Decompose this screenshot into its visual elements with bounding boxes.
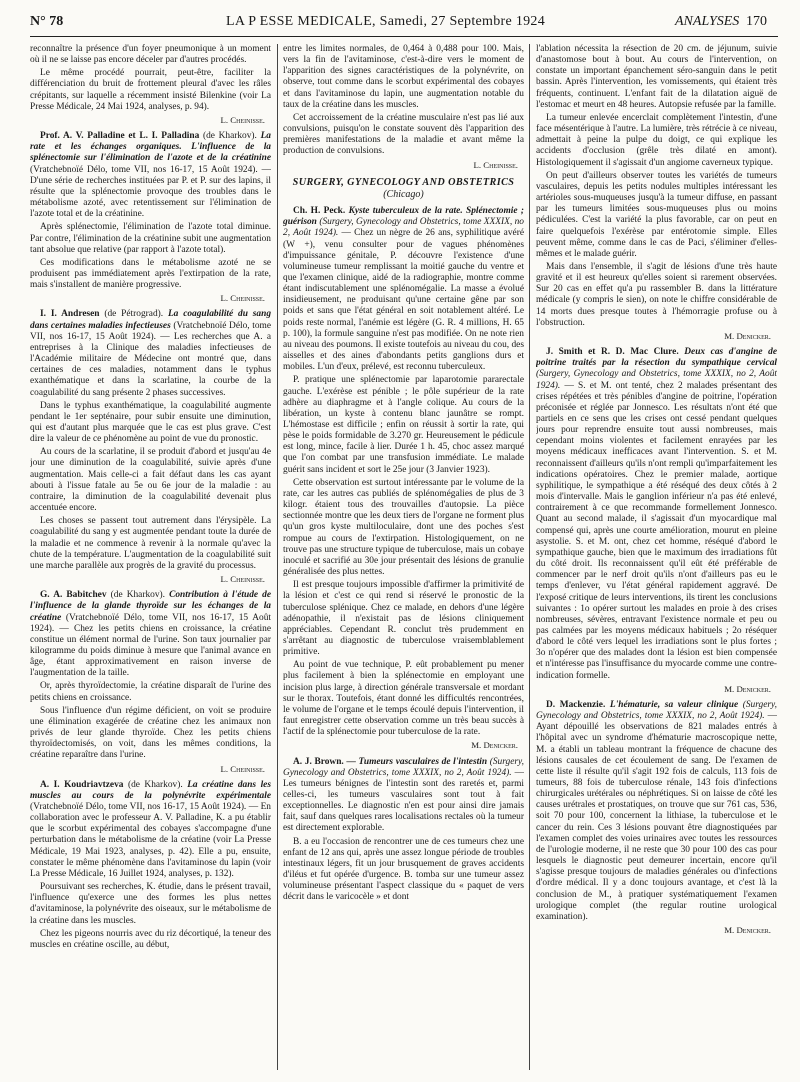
- paragraph: Au point de vue technique, P. eût probablement pu mener plus facilement à bien la splénectomie en employant une incision plus large, à direction générale transversale et mordant sur le thorax. Toutefois, étant donné les difficultés rencontrées, le volume de l'organe et le temps écoulé depuis l'intervention, il faut enregistrer cette observation comme un très beau succès à l'actif de la splénectomie pour tuberculose de la rate.: [283, 660, 524, 738]
- abstract-source: (Surgery, Gynecology and Obstetrics, tome XXXIX, no 2, Août 1924).: [283, 217, 524, 239]
- column-1: [30, 44, 271, 1074]
- paragraph: Le même procédé pourrait, peut-être, faciliter la différenciation du bruit de frottement pleural d'avec les râles crépitants, sur laquelle a récemment insisté Bilenkine (voir La Presse Médicale, 24 Mai 1924, analyses, p. 94).: [30, 68, 271, 112]
- abstract-title: Contribution à l'étude de l'influence de la glande thyroïde sur les échanges de la créatine: [30, 590, 271, 623]
- column-rule: [529, 44, 530, 1070]
- abstract-text: — Les recherches que A. a entreprises à la Clinique des maladies infectieuses de l'Académie militaire de Médecine ont montré que, dans certaines de ces maladies, notamment dans le typhus exanthématique et dans la scarlatine, la courbe de la coagulabilité du sang présente 2 phases successives.: [30, 331, 271, 398]
- paragraph: Cet accroissement de la créatine musculaire n'est pas lié aux convulsions, puisqu'on le constate souvent dès l'apparition des premières manifestations de la maladie et avant même la production de convulsions.: [283, 112, 524, 157]
- abstract-source: (Vratchebnoïé Délo, tome VII, nos 16-17, 15 Août 1924).: [30, 320, 271, 342]
- page-number: 170: [746, 14, 767, 29]
- abstract-lead: [30, 131, 271, 220]
- abstract-author: Prof. A. V. Palladine et L. I. Palladina: [40, 131, 200, 142]
- abstract-author: J. Smith et R. D. Mac Clure.: [546, 347, 679, 358]
- abstract-source: (Surgery, Gynecology and Obstetrics, tome XXXIX, no 2, Août 1924).: [536, 369, 777, 391]
- abstract-source: (Surgery, Gynecology and Obstetrics, tome XXXIX, no 2, Août 1924).: [283, 756, 524, 778]
- abstract-lead: [30, 780, 271, 880]
- section-heading: SURGERY, GYNECOLOGY AND OBSTETRICS: [292, 176, 515, 188]
- column-rule: [277, 44, 278, 1070]
- abstract-source: (Vratchebnoïé Délo, tome VII, nos 16-17, 15 Août 1924).: [30, 802, 247, 812]
- abstract-text: — En collaboration avec le professeur A. V. Palladine, K. a pu établir que le scorbut expérimental des cobayes s'accompagne d'une perturbation dans le métabolisme de la créatine (voir La Presse Médicale, 19 Mai 1923, analyses, p. 42). Elle a pu, ensuite, constater le même phénomène dans l'avitaminose du lapin (voir La Presse Médicale, 16 Juillet 1924, analyses, p. 132).: [30, 802, 271, 879]
- abstract-lead: [283, 757, 524, 835]
- abstract-location: (de Kharkov).: [110, 590, 165, 601]
- signature: M. Denicker.: [724, 330, 771, 341]
- abstract-lead: [30, 590, 271, 679]
- abstract-lead: [536, 700, 777, 923]
- paragraph: Or, après thyroïdectomie, la créatine disparaît de l'urine des petits chiens en croissance.: [30, 681, 271, 703]
- abstract-text: — Chez les petits chiens en croissance, la créatine constitue un élément normal de l'urine. Son taux journalier par kilogramme du poids diminue à mesure que l'animal avance en âge, étant approximativement en raison inverse de l'augmentation de la taille.: [30, 623, 271, 679]
- abstract-title: La rate et les échanges organiques. L'influence de la splénectomie sur l'élimination de l'azote et de la créatinine: [30, 131, 271, 164]
- section-city: (Chicago): [383, 188, 424, 200]
- abstract-source: (Surgery, Gynecology and Obstetrics, tome XXXIX, no 2, Août 1924).: [536, 699, 777, 722]
- signature: L. Cheinisse.: [220, 114, 265, 125]
- page-header: [30, 12, 778, 34]
- abstract-author: A. I. Koudriavtzeva: [40, 779, 124, 790]
- abstract-title: La créatine dans les muscles au cours de la polynévrite expérimentale: [30, 779, 271, 801]
- paragraph: l'ablation nécessita la résection de 20 cm. de jéjunum, suivie d'anastomose bout à bout. Au cours de l'intervention, on constate un important épanchement séro-sanguin dans le petit bassin. Après l'intervention, les vomissements, qui étaient très fréquents, continuent. L'enfant fait de la dilatation aiguë de l'estomac et meurt en 48 heures. Autopsie refusée par la famille.: [536, 44, 777, 110]
- abstract-author: Ch. H. Peck.: [293, 206, 346, 217]
- paragraph: Les choses se passent tout autrement dans l'érysipèle. La coagulabilité du sang y est augmentée pendant toute la durée de la maladie et ne commence à revenir à la normale qu'avec la chute de la température. L'augmentation de la coagulabilité suit une marche parallèle aux progrès de la gravité du processus.: [30, 516, 271, 571]
- signature: M. Denicker.: [724, 925, 771, 936]
- signature: L. Cheinisse.: [220, 293, 265, 304]
- abstract-author: I. I. Andresen: [40, 309, 100, 320]
- abstract-text: — Les tumeurs bénignes de l'intestin sont des raretés et, parmi celles-ci, les tumeurs vasculaires sont tout à fait exceptionnelles. Le diagnostic n'en est pour ainsi dire jamais fait, sauf dans quelques rares localisations rectales où la tumeur est directement explorable.: [283, 767, 524, 834]
- abstract-title: L'hématurie, sa valeur clinique: [609, 699, 739, 710]
- paragraph: Au cours de la scarlatine, il se produit d'abord et jusqu'au 4e jour une diminution de la coagulabilité, suivie après d'une augmentation. Mais celle-ci a fait défaut dans les cas ayant abouti à l'issue fatale au 5e ou 6e jour de la maladie : au contraire, la diminution de la coagulabilité devenait plus accentuée encore.: [30, 447, 271, 514]
- abstract-text: — S. et M. ont tenté, chez 2 malades présentant des crises répétées et très pénibles d'angine de poitrine, l'opération préconisée et réglée par Jonnesco. Les résultats n'ont été que partiels en ce sens que les crises ont cessé pendant quelques jours pour reprendre ensuite tout aussi nombreuses, mais cependant moins violentes et facilement enrayées par les moyens médicaux inefficaces avant l'intervention. S. et M. reconnaissent d'ailleurs qu'ils n'ont rempli qu'imparfaitement les indications opératoires. Chez le premier malade, aortique syphilitique, le sympathique a été réséqué des deux côtés à 2 mois d'intervalle. Mais le ganglion inférieur n'a pas été enlevé, contrairement à ce que recommande formellement Jonnesco. Quant au second malade, il s'agissait d'un myocardique mal compensé qui, après une courte amélioration, mourut en pleine asystolie. S. et M. ont, chez cet homme, réséqué d'abord le sympathique gauche, bien que le maximum des irradiations fût du côté droit. Ils reconnaissent qu'il eût été préférable de commencer par le nerf droit qu'ils n'ont d'ailleurs pas eu le temps d'enlever, vu l'état général rapidement aggravé. De l'exposé critique de leurs interventions, ils tirent les conclusions suivantes : 1o opérer surtout les malades en proie à des crises nombreuses, sévères, entravant l'existence normale et peu ou pas calmées par les moyens médicaux habituels ; 2o réséquer d'abord le côté vers lequel les irradiations sont le plus fortes ; 3o n'opérer que des malades dont la lésion est bien compensée et n'intéresse pas l'insuffisance du myocarde comme une contre-indication formelle.: [536, 380, 777, 681]
- signature: M. Denicker.: [471, 740, 518, 751]
- abstract-lead: [283, 206, 524, 373]
- abstract-title: — Tumeurs vasculaires de l'intestin: [346, 756, 488, 767]
- abstract-author: G. A. Babitchev: [40, 590, 107, 601]
- abstract-lead: [30, 309, 271, 398]
- abstract-text: — Ayant dépouillé les observations de 821 malades entrés à l'hôpital avec un syndrome d'hématurie macroscopique nette, M. a établi un tableau montrant la fréquence de chacune des lésions causales de cet écoulement de sang. De l'examen de cette liste il résulte qu'il s'agit 192 fois de calculs, 113 fois de tumeurs, 88 fois de tuberculose rénale, 143 fois d'infections chirurgicales urétérales ou néphrétiques. Si on laisse de côté les causes urétrales et prostatiques, on trouve que sur 761 cas, 536, soit 70 pour 100, concernent la lithiase, la tuberculose et le cancer du rein. Ces 3 lésions pouvant être diagnostiquées par l'examen complet des voies urinaires avec toutes les ressources de l'urologie moderne, il ne reste que 30 pour 100 des cas pour lesquels le diagnostic peut demeurer incertain, encore qu'il s'agisse presque toujours de maladies générales ou d'infections d'ordre médical. Il y a donc toujours avantage, et c'est là la conclusion de M., à pratiquer systématiquement l'examen urologique complet (the regular routine urological examination).: [536, 711, 777, 922]
- abstract-source: (Vratchebnoïé Délo, tome VII, nos 16-17, 15 Août 1924).: [30, 164, 258, 175]
- abstract-author: D. Mackenzie.: [546, 699, 606, 710]
- paragraph: Sous l'influence d'un régime déficient, on voit se produire une élimination exagérée de créatine chez les animaux non privés de leur glande thyroïde. Chez les petits chiens thyroïdectomisés, on voit, dans les mêmes conditions, la créatine reparaître dans l'urine.: [30, 705, 271, 761]
- issue-number: N° 78: [30, 14, 64, 29]
- signature: L. Cheinisse.: [220, 763, 265, 774]
- paragraph: Il est presque toujours impossible d'affirmer la primitivité de la lésion et c'est ce qui rend si réservé le pronostic de la tuberculose splénique. Chez ce malade, en dehors d'une légère adénopathie, il n'existait pas de lésions cliniquement appréciables. Cependant R. conclut très prudemment en s'arrêtant au diagnostic de tuberculose vraisemblablement primitive.: [283, 580, 524, 658]
- paragraph: entre les limites normales, de 0,464 à 0,488 pour 100. Mais, vers la fin de l'avitaminose, c'est-à-dire vers le moment de l'apparition des signes caractéristiques de la polynévrite, on observe, tout comme dans le scorbut expérimental des cobayes et dans l'avitaminose du lapin, une augmentation notable du taux de la créatine dans les muscles.: [283, 44, 524, 110]
- abstract-text: — Chez un nègre de 26 ans, syphilitique avéré (W +), venu consulter pour de vagues phénomènes d'impuissance génitale, P. découvre l'existence d'une volumineuse tumeur remplissant la moitié gauche du ventre et que l'examen clinique, aidé de la radiographie, montre comme étant indiscutablement une splénomégalie. La masse a évolué insidieusement, ne produisant qu'une certaine gêne par son poids et sans que l'état général en soit notablement altéré. Le poids reste normal, l'anémie est légère (G. R. 4 millions, H. 65 p. 100), la formule sanguine n'est pas modifiée. On ne note rien au niveau des poumons. Il existe toutefois au niveau du cou, des aisselles et des aines d'abondants petits ganglions durs et mobiles. L'un d'eux, prélevé, est reconnu tuberculeux.: [283, 228, 524, 373]
- paragraph: reconnaître la présence d'un foyer pneumonique à un moment où il ne se laisse pas encore déceler par d'autres procédés.: [30, 44, 271, 66]
- abstract-lead: [536, 347, 777, 682]
- abstract-source: (Vratchebnoïé Délo, tome VII, nos 16-17, 15 Août 1924).: [30, 612, 271, 634]
- paragraph: Ces modifications dans le métabolisme azoté ne se produisent pas immédiatement après l'extirpation de la rate, mais s'installent de manière progressive.: [30, 257, 271, 291]
- signature: L. Cheinisse.: [473, 159, 518, 170]
- signature: M. Denicker.: [724, 683, 771, 694]
- paragraph: B. a eu l'occasion de rencontrer une de ces tumeurs chez une enfant de 12 ans qui, après une assez longue période de troubles intestinaux légers, fit un jour brusquement de graves accidents d'iléus et fut opérée d'urgence. B. tomba sur une tumeur assez volumineuse présentant l'aspect classique du « paquet de vers décrit dans le varicocèle » et dont: [283, 836, 524, 903]
- paragraph: On peut d'ailleurs observer toutes les variétés de tumeurs vasculaires, depuis les petits nodules multiples intéressant les artérioles sous-muqueuses jusqu'à la tumeur diffuse, en passant par les tumeurs limitées sous-muqueuses plus ou moins pédiculées. C'est la variété la plus favorable, car on peut en faire quelquefois l'exérèse par entérotomie simple. Elles peuvent même, comme dans le cas de Paci, s'éliminer d'elles-mêmes et le malade guérir.: [536, 170, 777, 259]
- abstract-text: — D'une série de recherches instituées par P. et P. sur des lapins, il résulte que la splénectomie provoque des troubles dans le métabolisme azoté, avec retentissement sur l'élimination de l'azote total et de la créatinine.: [30, 164, 271, 220]
- header-rule: [30, 36, 778, 37]
- abstract-title: Kyste tuberculeux de la rate. Splénectomie ; guérison: [283, 206, 524, 228]
- paragraph: Cette observation est surtout intéressante par le volume de la rate, car les autres cas publiés de splénomégalies de plus de 3 kilogr. étaient tous des trouvailles d'autopsie. La pièce sectionnée montre que les deux tiers de l'organe ne forment plus qu'un gros kyste multiloculaire, dont une des poches s'est rompue au cours de l'extirpation. Histologiquement, on ne trouve pas une structure typique de tuberculose, mais un cobaye inoculé et sacrifié au 30e jour présentait des lésions de granulie généralisée des plus nettes.: [283, 477, 524, 578]
- column-2: [283, 44, 524, 1074]
- paragraph: Dans le typhus exanthématique, la coagulabilité augmente pendant le 1er septénaire, pour subir ensuite une diminution, qui est d'autant plus marquée que le cas est plus grave. C'est dire la valeur de ce phénomène au point de vue du pronostic.: [30, 400, 271, 445]
- abstract-location: (de Kharkov).: [202, 131, 257, 142]
- paragraph: La tumeur enlevée encerclait complètement l'intestin, d'une face mésentérique à l'autre. La lumière, très rétrécie à ce niveau, admettait à peine la pulpe du doigt, ce qui explique les accidents d'occlusion (grêle très dilaté en amont). Histologiquement il s'agissait d'un angiome caverneux typique.: [536, 112, 777, 168]
- section-name: ANALYSES: [675, 14, 740, 29]
- column-3: [536, 44, 777, 1074]
- abstract-location: (de Kharkov).: [127, 779, 183, 790]
- paragraph: Mais dans l'ensemble, il s'agit de lésions d'une très haute gravité et il est heureux qu'elles soient si rarement observées. Sur 20 cas en effet qu'a pu rassembler B. dans la littérature médicale (y compris le sien), on note le chiffre considérable de 14 morts dues presque toutes à l'hémorragie profuse ou à l'obstruction.: [536, 261, 777, 328]
- abstract-title: La coagulabilité du sang dans certaines maladies infectieuses: [30, 309, 271, 331]
- paragraph: Après splénectomie, l'élimination de l'azote total diminue. Par contre, l'élimination de la créatinine subit une augmentation tant absolue que relative (par rapport à l'azote total).: [30, 222, 271, 255]
- journal-title: LA P ESSE MEDICALE, Samedi, 27 Septembre 1924: [226, 14, 546, 29]
- paragraph: Chez les pigeons nourris avec du riz décortiqué, la teneur des muscles en créatine oscille, au début,: [30, 928, 271, 950]
- paragraph: P. pratique une splénectomie par laparotomie pararectale gauche. L'exérèse est pénible ; le pôle supérieur de la rate adhère au diaphragme et à l'angle colique. Au cours de la libération, un kyste à contenu blanc jaunâtre se rompt. L'hémostase est difficile ; enfin on réussit à sortir la rate, qui pèse le poids formidable de 3.270 gr. Heureusement le pédicule est long, mince, facile à lier. Durée 1 h. 45, choc assez marqué que l'on combat par une transfusion immédiate. Le malade guérit sans incident et sort le 25e jour (3 Janvier 1923).: [283, 375, 524, 475]
- abstract-location: (de Pétrograd).: [104, 309, 164, 320]
- abstract-author: A. J. Brown.: [293, 756, 344, 767]
- signature: L. Cheinisse.: [220, 574, 265, 585]
- abstract-title: Deux cas d'angine de poitrine traités par la résection du sympathique cervical: [536, 347, 777, 369]
- paragraph: Poursuivant ses recherches, K. étudie, dans le présent travail, l'influence qu'exerce une des formes les plus nettes d'avitaminose, la polynévrite des oiseaux, sur le métabolisme de la créatine dans les muscles.: [30, 882, 271, 926]
